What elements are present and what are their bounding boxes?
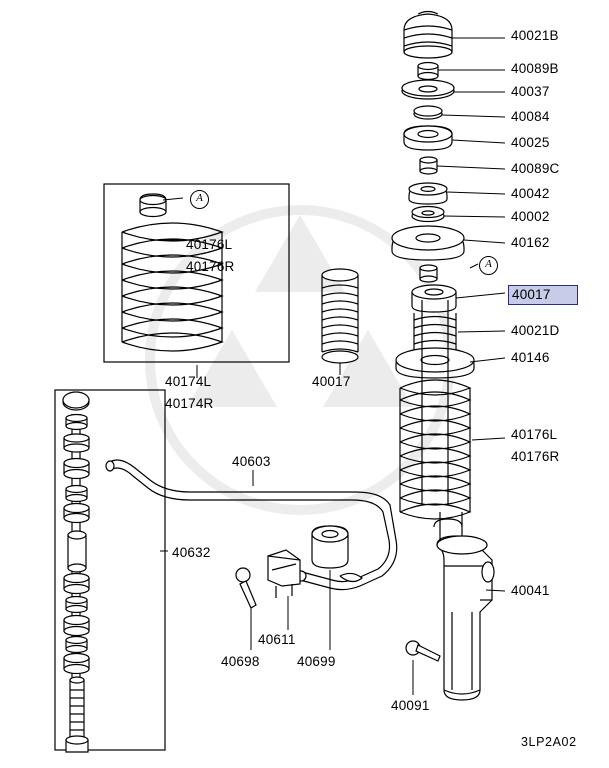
part-nut-A bbox=[420, 265, 437, 282]
part-label-40042[interactable]: 40042 bbox=[511, 186, 550, 201]
part-label-40699[interactable]: 40699 bbox=[297, 654, 336, 669]
part-label-40603[interactable]: 40603 bbox=[232, 454, 271, 469]
part-label-40017-selected[interactable]: 40017 bbox=[508, 285, 578, 305]
part-label-40162[interactable]: 40162 bbox=[511, 235, 550, 250]
part-label-40084[interactable]: 40084 bbox=[511, 109, 550, 124]
part-label-40021B[interactable]: 40021B bbox=[511, 28, 559, 43]
callout-circle-a-left: A bbox=[190, 190, 209, 209]
part-label-40698[interactable]: 40698 bbox=[221, 654, 260, 669]
part-40699-bushing bbox=[312, 526, 348, 568]
part-40021B bbox=[404, 12, 452, 59]
diagram-code: 3LP2A02 bbox=[521, 735, 577, 749]
part-label-40017-center[interactable]: 40017 bbox=[312, 374, 351, 389]
part-40025 bbox=[404, 126, 452, 150]
part-label-40037[interactable]: 40037 bbox=[511, 84, 550, 99]
part-label-40176L-right[interactable]: 40176L bbox=[511, 427, 558, 442]
part-label-40176R-left[interactable]: 40176R bbox=[186, 259, 235, 274]
part-label-40021D[interactable]: 40021D bbox=[511, 323, 560, 338]
part-label-40041[interactable]: 40041 bbox=[511, 583, 550, 598]
part-label-40091[interactable]: 40091 bbox=[391, 698, 430, 713]
part-40632-stack bbox=[63, 392, 89, 752]
part-40089B bbox=[418, 63, 438, 80]
part-40162 bbox=[392, 226, 464, 260]
part-label-40002[interactable]: 40002 bbox=[511, 209, 550, 224]
part-40042 bbox=[409, 183, 447, 204]
part-40611-bracket bbox=[268, 550, 300, 598]
part-40084 bbox=[414, 106, 442, 119]
part-40603-bar bbox=[106, 460, 397, 590]
part-40176-right-coil bbox=[400, 380, 470, 519]
part-40017-highlight bbox=[412, 285, 456, 312]
callout-circle-a-right: A bbox=[479, 256, 498, 275]
part-label-40611[interactable]: 40611 bbox=[258, 632, 296, 647]
part-label-40174R[interactable]: 40174R bbox=[165, 396, 214, 411]
part-40089C bbox=[420, 157, 437, 174]
part-label-40174L[interactable]: 40174L bbox=[165, 374, 212, 389]
part-40174-seat bbox=[140, 194, 166, 217]
part-40037 bbox=[402, 80, 454, 99]
part-label-40176R-right[interactable]: 40176R bbox=[511, 449, 560, 464]
part-label-40089B[interactable]: 40089B bbox=[511, 61, 559, 76]
part-label-40146[interactable]: 40146 bbox=[511, 350, 550, 365]
part-40091-bolt bbox=[406, 641, 440, 661]
part-label-40089C[interactable]: 40089C bbox=[511, 161, 560, 176]
part-40698-bolt bbox=[236, 568, 256, 608]
part-label-40632[interactable]: 40632 bbox=[172, 545, 211, 560]
part-label-40176L-left[interactable]: 40176L bbox=[186, 237, 233, 252]
part-40146 bbox=[396, 348, 474, 378]
part-label-40025[interactable]: 40025 bbox=[511, 135, 550, 150]
part-40002 bbox=[412, 207, 444, 222]
